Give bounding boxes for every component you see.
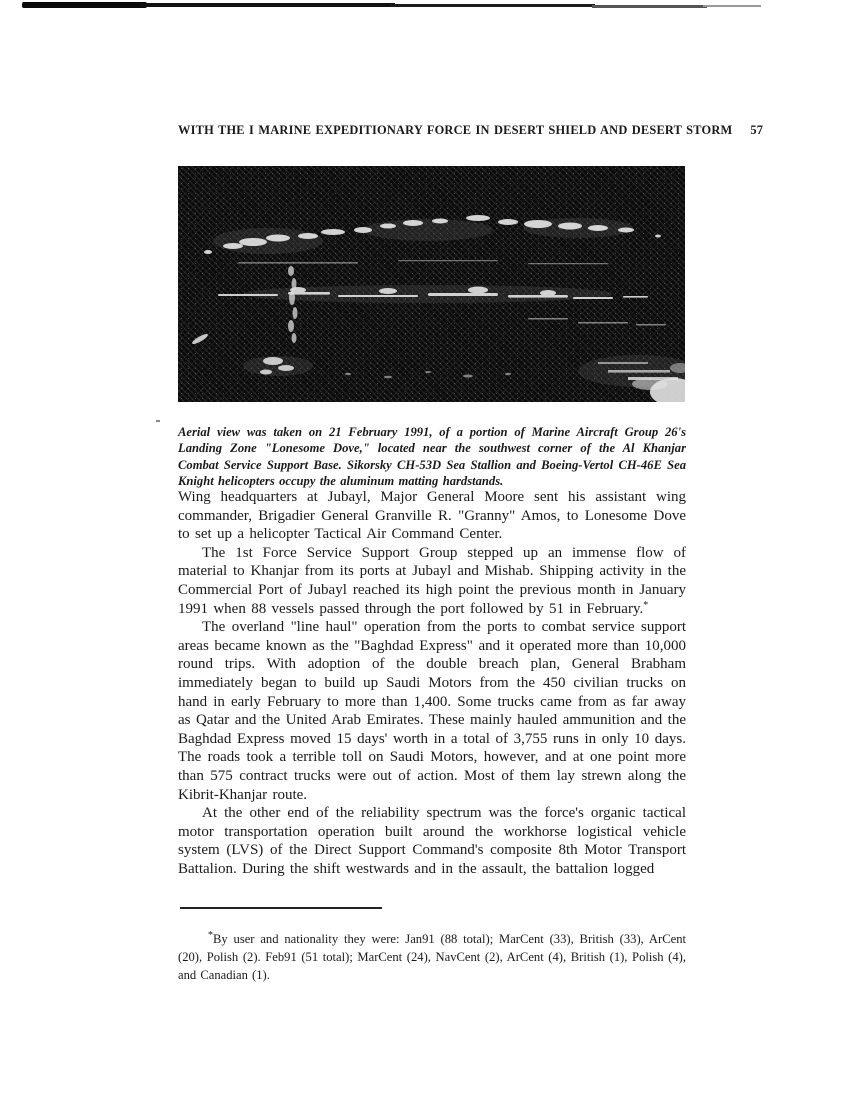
footnote-marker: * — [208, 929, 213, 941]
scan-artifact-bar — [592, 5, 707, 8]
footnote-rule — [180, 907, 382, 909]
photo-caption: Aerial view was taken on 21 February 1991, of a portion of Marine Aircraft Group 26's Landing Zone "Lonesome Dove," located near the southwest corner of the Al Khanjar Combat Service Support Base. Sikorsky CH-53D Sea Stallion and Boeing-Vertol CH-46E Sea Knight helicopters occupy the aluminum matting hardstands. — [178, 424, 686, 489]
scan-artifact-bar — [22, 2, 147, 8]
scan-artifact-bar — [140, 3, 395, 7]
scan-artifact-bar — [703, 5, 761, 7]
paragraph-text: The 1st Force Service Support Group stepped up an immense flow of material to Khanjar from its ports at Jubayl and Mishab. Shipping activity in the Commercial Port of Jubayl reached its high point the previous month in January 1991 when 88 vessels passed through the port followed by 51 in February. — [178, 544, 686, 617]
page-header — [178, 123, 764, 138]
header-title: WITH THE I MARINE EXPEDITIONARY FORCE IN DESERT SHIELD AND DESERT STORM — [178, 123, 733, 137]
body-text — [178, 488, 686, 878]
footnote — [178, 930, 686, 984]
scan-artifact-bar — [390, 4, 595, 7]
paragraph — [178, 544, 686, 618]
paragraph-text: Wing headquarters at Jubayl, Major General Moore sent his assistant wing commander, Brigadier General Granville R. "Granny" Amos, to Lonesome Dove to set up a helicopter Tactical Air Command Center. — [178, 489, 686, 543]
paragraph-text: The overland "line haul" operation from the ports to combat service support areas became known as the "Baghdad Express" and it operated more than 10,000 round trips. With adoption of the double breach plan, General Brabham immediately began to build up Saudi Motors from the 450 civilian trucks on hand in early February to more than 1,400. Some trucks came from as far away as Qatar and the United Arab Emirates. These mainly hauled ammunition and the Baghdad Express moved 15 days' worth in a total of 3,755 runs in only 10 days. The roads took a terrible toll on Saudi Motors, however, and at one point more than 575 contract trucks were out of action. Most of them lay strewn along the Kibrit-Khanjar route. — [178, 619, 686, 803]
paragraph — [178, 618, 686, 804]
page-number: 57 — [750, 123, 764, 137]
aerial-photo — [178, 166, 685, 402]
scan-artifact-speck — [156, 420, 160, 422]
paragraph — [178, 804, 686, 878]
paragraph-text: At the other end of the reliability spectrum was the force's organic tactical motor transportation operation built around the workhorse logistical vehicle system (LVS) of the Direct Support Command's composite 8th Motor Transport Battalion. During the shift westwards and in the assault, the battalion logged — [178, 805, 686, 877]
footnote-marker: * — [643, 599, 649, 611]
paragraph — [178, 488, 686, 544]
footnote-text: By user and nationality they were: Jan91 (88 total); MarCent (33), British (33), ArCent (20), Polish (2). Feb91 (51 total); MarCent (24), NavCent (2), ArCent (4), British (1), Polish (4), and Canadian (1). — [178, 931, 686, 982]
photo-highlights — [178, 166, 685, 402]
